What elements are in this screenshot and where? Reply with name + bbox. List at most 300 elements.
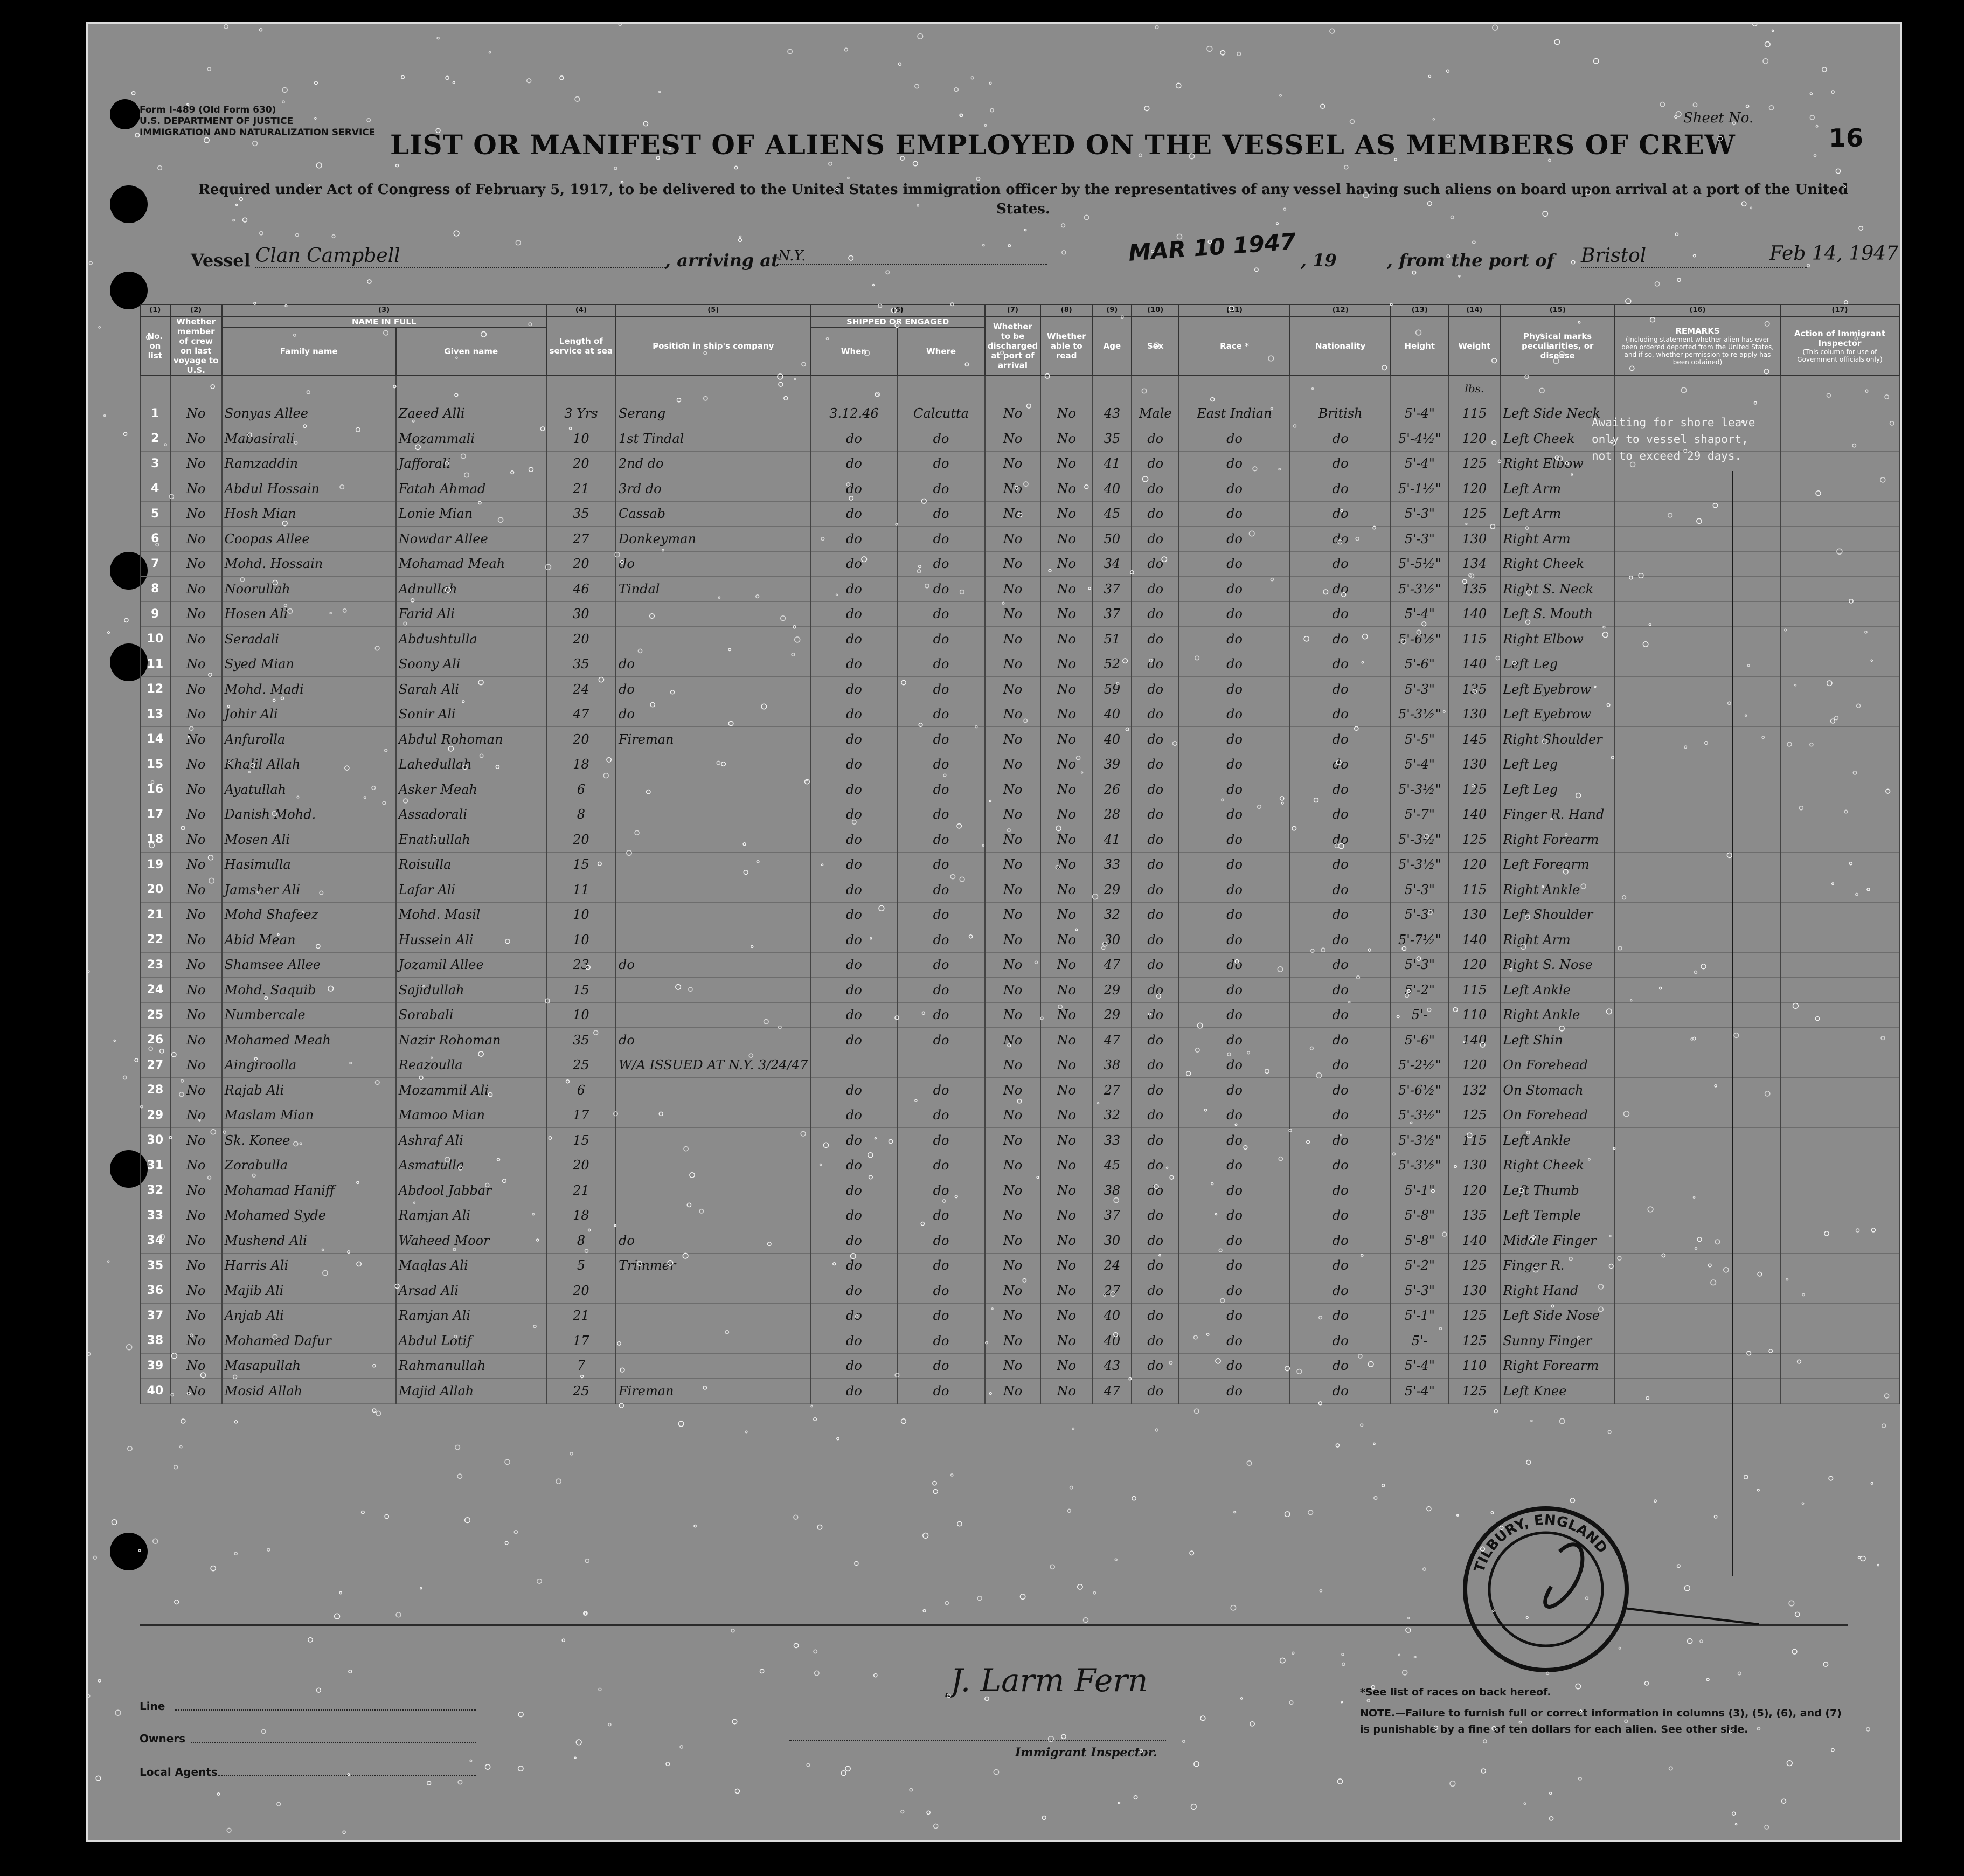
speckle [174,1465,178,1469]
weight-cell: 125 [1448,777,1500,802]
weight-cell: 110 [1448,1002,1500,1028]
shipped-where-cell: do [897,777,984,802]
speckle [1427,1507,1431,1511]
nationality-cell: do [1290,1278,1391,1304]
race-cell: do [1179,902,1290,927]
manifest-sheet [86,22,1902,1842]
inspector-subtitle: (This column for use of Government officials only) [1797,348,1883,363]
race-cell: do [1179,877,1290,903]
speckle [619,1403,623,1408]
position-cell [616,802,811,827]
speckle [933,1482,936,1485]
speckle [1280,1658,1285,1663]
line-number-cell: 27 [140,1053,170,1078]
discharged-cell: No [985,1128,1041,1153]
table-row [140,1078,1899,1103]
owners-label: Owners [140,1732,186,1745]
table-row [140,1053,1899,1078]
vessel-name: Clan Campbell [255,245,665,268]
position-cell [616,627,811,652]
sex-cell: do [1132,752,1178,777]
line-number-cell: 34 [140,1228,170,1254]
inspector-action-cell [1780,1103,1899,1128]
speckle [954,88,958,92]
length-of-service-cell: 46 [546,577,616,602]
speckle [1428,75,1431,78]
weight-cell: 135 [1448,677,1500,702]
height-cell: 5'-4" [1391,752,1448,777]
shipped-when-cell: do [811,527,898,552]
speckle [180,1445,182,1448]
speckle [1693,103,1697,107]
speckle [1183,1740,1185,1742]
official-seal [1457,1500,1635,1678]
shipped-where-cell: do [897,1228,984,1254]
given-name-cell: Maqlas Ali [396,1253,546,1278]
discharged-cell: No [985,1228,1041,1254]
speckle [1706,1678,1709,1681]
shipped-when-cell: do [811,501,898,527]
speckle [135,133,140,137]
position-cell [616,752,811,777]
speckle [1155,26,1158,29]
speckle [470,1760,472,1762]
discharged-cell: No [985,1153,1041,1178]
race-cell: do [1179,1303,1290,1328]
speckle [1070,1486,1073,1489]
table-row [140,677,1899,702]
speckle [505,1541,508,1545]
line-number-cell: 29 [140,1103,170,1128]
age-cell: 41 [1092,451,1132,476]
shipped-where-cell: do [897,1303,984,1328]
speckle [372,1409,376,1413]
document-title: LIST OR MANIFEST OF ALIENS EMPLOYED ON THE VESSEL AS MEMBERS OF CREW [390,129,1736,161]
inspector-action-cell [1780,1078,1899,1103]
given-name-cell: Ramjan Ali [396,1203,546,1228]
speckle [514,1531,517,1534]
member-last-voyage-cell: No [170,1103,222,1128]
race-cell: do [1179,527,1290,552]
speckle [1115,1559,1117,1561]
given-name-cell: Mamoo Mian [396,1103,546,1128]
inspector-action-cell [1780,727,1899,752]
form-number-block [140,105,375,139]
length-of-service-cell: 23 [546,952,616,978]
member-last-voyage-cell: No [170,827,222,853]
member-last-voyage-cell: No [170,476,222,502]
position-cell [616,1078,811,1103]
position-cell: do [616,1028,811,1053]
sex-cell: do [1132,802,1178,827]
col-number: (4) [546,304,616,316]
able-to-read-cell: No [1040,1228,1092,1254]
inspector-action-cell [1780,426,1899,452]
speckle [211,1566,216,1571]
spacer-cell [616,376,811,401]
family-name-cell: Ramzaddin [222,451,396,476]
speckle [1337,1779,1342,1784]
position-cell [616,1303,811,1328]
given-name-cell: Mohd. Masil [396,902,546,927]
physical-marks-cell: Left S. Mouth [1500,601,1615,627]
family-name-cell: Jamsher Ali [222,877,396,903]
header-shipped-engaged: SHIPPED OR ENGAGED [811,316,985,327]
height-cell: 5'- [1391,1328,1448,1354]
inspector-action-cell [1780,827,1899,853]
physical-marks-cell: Left Side Neck [1500,401,1615,426]
member-last-voyage-cell: No [170,1278,222,1304]
discharged-cell: No [985,627,1041,652]
shipped-where-cell: do [897,1103,984,1128]
table-row [140,1228,1899,1254]
speckle [1374,1497,1377,1500]
speckle [207,67,211,71]
shipped-where-cell [897,1053,984,1078]
table-row [140,476,1899,502]
speckle [267,1548,270,1551]
height-cell: 5'-4" [1391,601,1448,627]
physical-marks-cell: Right Forearm [1500,827,1615,853]
speckle [1342,1653,1344,1656]
physical-marks-cell: Right Ankle [1500,1002,1615,1028]
length-of-service-cell: 15 [546,1128,616,1153]
speckle [1882,1424,1886,1428]
shipped-where-cell: do [897,527,984,552]
line-number-cell: 2 [140,426,170,452]
remarks-cell [1615,852,1780,877]
given-name-cell: Sorabali [396,1002,546,1028]
weight-cell: 130 [1448,902,1500,927]
remarks-cell [1615,1053,1780,1078]
table-row [140,877,1899,903]
discharged-cell: No [985,902,1041,927]
nationality-cell: do [1290,1053,1391,1078]
length-of-service-cell: 35 [546,501,616,527]
inspector-action-cell [1780,927,1899,953]
speckle [731,1629,734,1632]
line-number-cell: 40 [140,1379,170,1404]
line-number-cell: 8 [140,577,170,602]
given-name-cell: Lahedullah [396,752,546,777]
given-name-cell: Nowdar Allee [396,527,546,552]
race-cell: do [1179,426,1290,452]
member-last-voyage-cell: No [170,401,222,426]
speckle [807,1763,810,1767]
nationality-cell: do [1290,1153,1391,1178]
shipped-when-cell: do [811,827,898,853]
inspector-action-cell [1780,877,1899,903]
remarks-cell [1615,927,1780,953]
discharged-cell: No [985,952,1041,978]
able-to-read-cell: No [1040,551,1092,577]
speckle [1220,50,1225,55]
length-of-service-cell: 15 [546,852,616,877]
family-name-cell: Mohamed Dafur [222,1328,396,1354]
able-to-read-cell: No [1040,927,1092,953]
remarks-cell [1615,577,1780,602]
sex-cell: do [1132,978,1178,1003]
physical-marks-cell: Left Arm [1500,501,1615,527]
header-able-to-read: Whether able to read [1040,316,1092,376]
table-row [140,627,1899,652]
speckle [1132,1496,1136,1500]
speckle [1350,120,1355,124]
weight-cell: 140 [1448,927,1500,953]
speckle [96,1776,101,1781]
family-name-cell: Johir Ali [222,702,396,727]
inspector-action-cell [1780,1153,1899,1178]
nationality-cell: do [1290,902,1391,927]
position-cell: Tindal [616,577,811,602]
member-last-voyage-cell: No [170,426,222,452]
position-cell [616,1353,811,1379]
nationality-cell: do [1290,1028,1391,1053]
family-name-cell: Anjab Ali [222,1303,396,1328]
height-cell: 5'-3½" [1391,1103,1448,1128]
age-cell: 40 [1092,1303,1132,1328]
length-of-service-cell: 10 [546,1002,616,1028]
shipped-when-cell: do [811,451,898,476]
position-cell [616,601,811,627]
inspector-action-cell [1780,1053,1899,1078]
height-cell: 5'-3½" [1391,777,1448,802]
inspector-action-cell [1780,902,1899,927]
speckle [614,167,617,170]
weight-cell: 140 [1448,601,1500,627]
height-cell: 5'-2" [1391,978,1448,1003]
able-to-read-cell: No [1040,902,1092,927]
shipped-when-cell: do [811,426,898,452]
family-name-cell: Abdul Hossain [222,476,396,502]
speckle [234,1552,237,1555]
length-of-service-cell: 8 [546,802,616,827]
discharged-cell: No [985,501,1041,527]
speckle [1816,126,1818,128]
speckle [845,1766,850,1771]
speckle [1787,1761,1792,1766]
speckle [1276,223,1279,225]
member-last-voyage-cell: No [170,1078,222,1103]
position-cell [616,827,811,853]
member-last-voyage-cell: No [170,1379,222,1404]
weight-cell: 130 [1448,752,1500,777]
discharged-cell: No [985,476,1041,502]
length-of-service-cell: 21 [546,1303,616,1328]
age-cell: 29 [1092,877,1132,903]
length-of-service-cell: 10 [546,927,616,953]
remarks-cell [1615,652,1780,677]
shipped-when-cell: do [811,978,898,1003]
length-of-service-cell: 24 [546,677,616,702]
shipped-where-cell: do [897,1203,984,1228]
line-field [175,1709,476,1711]
speckle [901,1810,904,1813]
race-cell: do [1179,727,1290,752]
speckle [1688,1639,1692,1644]
sheet-number-label: Sheet No. [1683,110,1754,126]
line-number-cell: 24 [140,978,170,1003]
height-cell: 5'-6" [1391,652,1448,677]
inspector-action-cell [1780,1379,1899,1404]
speckle [235,1421,238,1423]
length-of-service-cell: 20 [546,1153,616,1178]
speckle [1660,102,1664,107]
member-last-voyage-cell: No [170,852,222,877]
table-row [140,927,1899,953]
length-of-service-cell: 10 [546,426,616,452]
speckle [562,1639,565,1642]
speckle [1382,1484,1385,1487]
given-name-cell: Lafar Ali [396,877,546,903]
nationality-cell: do [1290,501,1391,527]
height-cell: 5'-3" [1391,677,1448,702]
line-number-cell: 4 [140,476,170,502]
weight-cell: 120 [1448,1053,1500,1078]
race-cell: East Indian [1179,401,1290,426]
given-name-cell: Waheed Moor [396,1228,546,1254]
inspector-signature: J. Larm Fern [950,1662,1148,1699]
sex-cell: do [1132,1303,1178,1328]
race-cell: do [1179,476,1290,502]
sex-cell: do [1132,1178,1178,1203]
member-last-voyage-cell: No [170,1303,222,1328]
remarks-cell [1615,1178,1780,1203]
length-of-service-cell: 10 [546,902,616,927]
speckle [1669,1767,1673,1770]
local-agents-field [218,1775,476,1776]
speckle [760,1669,764,1673]
height-cell: 5'-3½" [1391,1153,1448,1178]
shipped-when-cell: do [811,952,898,978]
shipped-when-cell: do [811,1103,898,1128]
shipped-when-cell [811,1053,898,1078]
shipped-where-cell: do [897,752,984,777]
speckle [518,1712,523,1717]
speckle [1134,1796,1137,1799]
speckle [1234,1511,1236,1513]
nationality-cell: do [1290,551,1391,577]
remarks-cell [1615,501,1780,527]
line-number-cell: 17 [140,802,170,827]
date-stamp: MAR 10 1947 [1127,228,1297,266]
remarks-cell [1615,601,1780,627]
family-name-cell: Harris Ali [222,1253,396,1278]
remarks-cell [1615,1002,1780,1028]
weight-cell: 120 [1448,852,1500,877]
speckle [1524,1803,1526,1805]
shipped-where-cell: do [897,577,984,602]
given-name-cell: Farid Ali [396,601,546,627]
family-name-cell: Mabasirali [222,426,396,452]
family-name-cell: Numbercale [222,1002,396,1028]
speckle [1061,1734,1066,1739]
height-cell: 5'-3½" [1391,702,1448,727]
given-name-cell: Majid Allah [396,1379,546,1404]
height-cell: 5'-3½" [1391,1128,1448,1153]
speckle [339,1591,342,1594]
shipped-when-cell: do [811,902,898,927]
shipped-where-cell: do [897,877,984,903]
shipped-where-cell: do [897,1253,984,1278]
given-name-cell: Abdushtulla [396,627,546,652]
shipped-where-cell: do [897,476,984,502]
race-cell: do [1179,1178,1290,1203]
speckle [367,280,371,283]
member-last-voyage-cell: No [170,627,222,652]
speckle [734,166,737,169]
remarks-cell [1615,877,1780,903]
shipped-when-cell: do [811,777,898,802]
shipped-when-cell: do [811,601,898,627]
vessel-label: Vessel [191,250,251,271]
header-inspector-action [1780,316,1899,376]
speckle [1795,1612,1800,1616]
col-number: (12) [1290,304,1391,316]
speckle [984,124,986,126]
speckle [855,1562,858,1566]
nationality-cell: do [1290,1253,1391,1278]
able-to-read-cell: No [1040,752,1092,777]
speckle [1736,1823,1737,1825]
discharged-cell: No [985,677,1041,702]
shipped-where-cell: do [897,852,984,877]
height-cell: 5'-2" [1391,1253,1448,1278]
family-name-cell: Mohd Shafeez [222,902,396,927]
physical-marks-cell: Right Arm [1500,527,1615,552]
length-of-service-cell: 20 [546,551,616,577]
weight-unit: lbs. [1448,376,1500,401]
height-cell: 5'-3½" [1391,827,1448,853]
col-number: (15) [1500,304,1615,316]
able-to-read-cell: No [1040,777,1092,802]
department-name: U.S. DEPARTMENT OF JUSTICE [140,116,294,127]
given-name-cell: Lonie Mian [396,501,546,527]
sex-cell: do [1132,627,1178,652]
line-number-cell: 13 [140,702,170,727]
family-name-cell: Coopas Allee [222,527,396,552]
speckle [124,432,127,435]
shipped-when-cell: do [811,1228,898,1254]
col-number: (16) [1615,304,1780,316]
speckle [1237,52,1241,56]
nationality-cell: do [1290,1379,1391,1404]
header-given-name: Given name [396,327,546,376]
speckle [608,1723,611,1726]
speckle [1836,169,1840,173]
speckle [1654,1500,1656,1502]
speckle [694,1525,696,1527]
age-cell: 37 [1092,1203,1132,1228]
remarks-subtitle: (Including statement whether alien has ever been ordered deported from the United States, and if so, whether permission to re-apply has been obtained) [1621,336,1774,366]
speckle [1700,1640,1703,1643]
table-row [140,1253,1899,1278]
remarks-cell [1615,802,1780,827]
shipped-when-cell: do [811,1353,898,1379]
header-where: Where [897,327,984,376]
speckle [1579,1777,1581,1780]
physical-marks-cell: Left Forearm [1500,852,1615,877]
sex-cell: do [1132,527,1178,552]
age-cell: 27 [1092,1278,1132,1304]
weight-cell: 135 [1448,1203,1500,1228]
height-cell: 5'-4" [1391,401,1448,426]
height-cell: 5'-3" [1391,952,1448,978]
physical-marks-cell: On Stomach [1500,1078,1615,1103]
shipped-where-cell: do [897,927,984,953]
length-of-service-cell: 17 [546,1103,616,1128]
member-last-voyage-cell: No [170,902,222,927]
